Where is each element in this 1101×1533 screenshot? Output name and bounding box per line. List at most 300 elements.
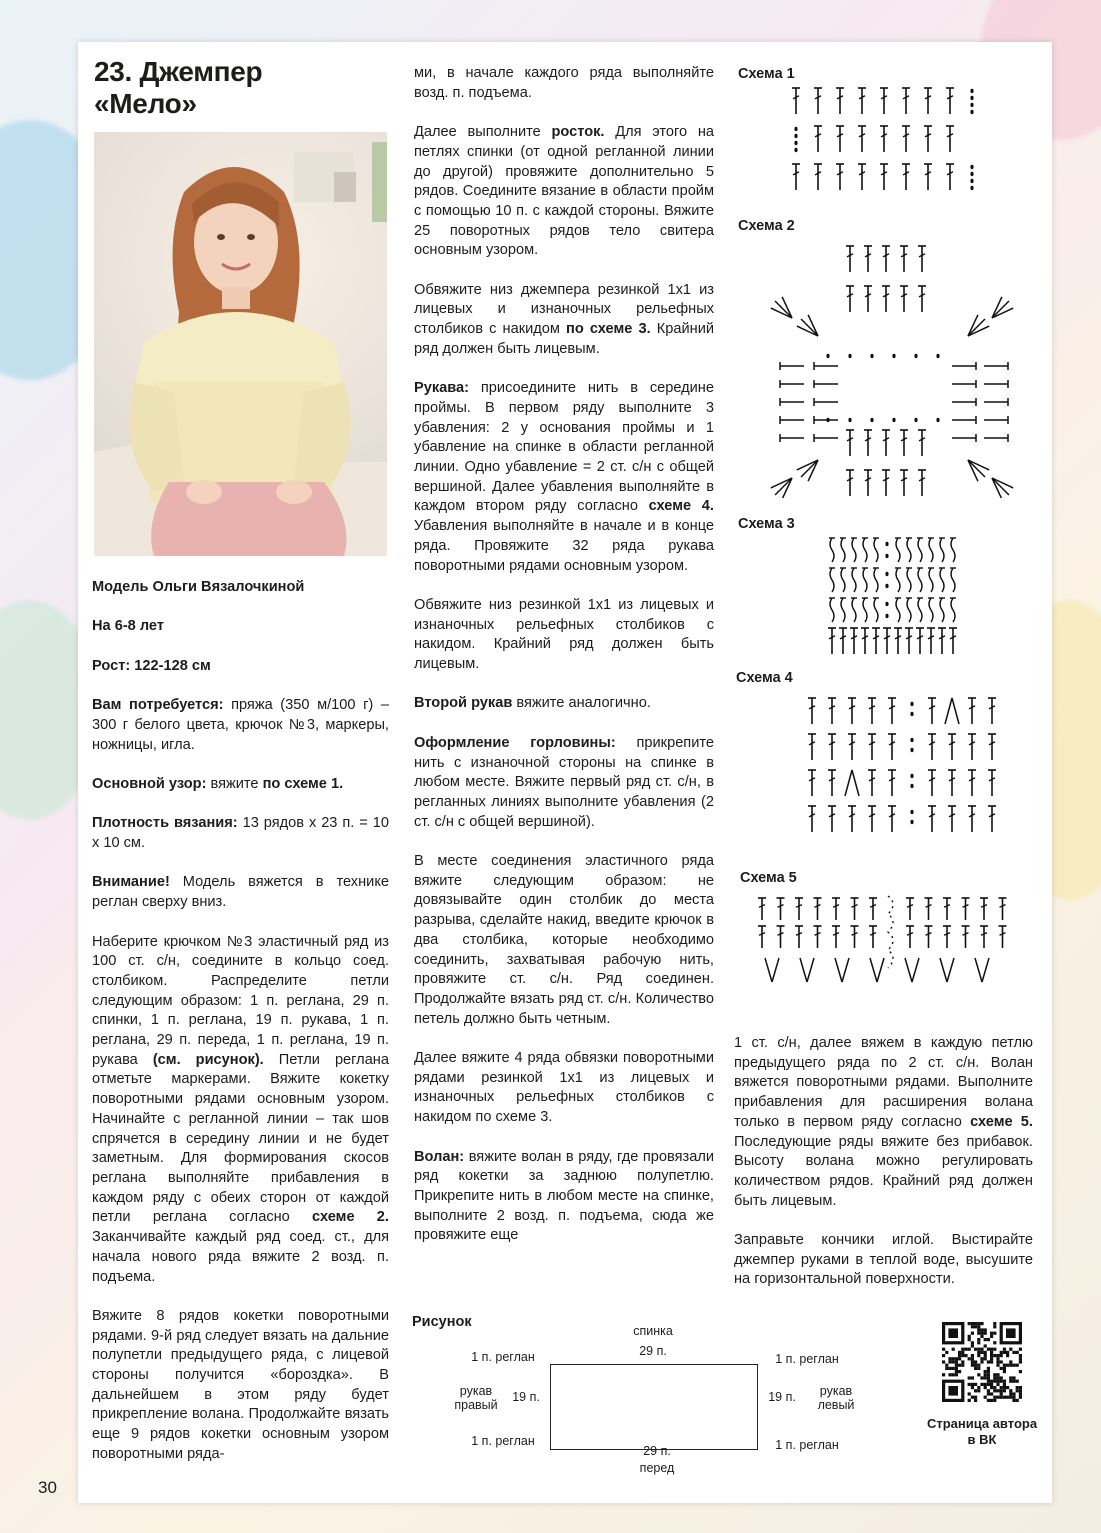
double-crochet-symbol: [999, 898, 1007, 920]
double-crochet-symbol: [925, 926, 933, 948]
double-crochet-symbol: [882, 246, 890, 272]
double-crochet-symbol: [868, 698, 876, 724]
double-crochet-symbol: [848, 806, 856, 832]
relief-stitch-symbol: [829, 568, 835, 592]
increase-symbol: [975, 958, 989, 982]
double-crochet-symbol: [846, 470, 854, 496]
double-crochet-symbol: [962, 926, 970, 948]
relief-stitch-symbol: [851, 538, 857, 562]
scheme-5-diagram: [750, 894, 1014, 990]
increase-symbol: [870, 958, 884, 982]
figure-label-raglan: 1 п. реглан: [775, 1352, 839, 1366]
chain-stitch-symbol: [910, 748, 913, 752]
chain-stitch-symbol: [914, 418, 917, 422]
decrease-symbol: [945, 698, 959, 724]
relief-stitch-symbol: [917, 538, 923, 562]
double-crochet-symbol: [795, 898, 803, 920]
relief-stitch-symbol: [873, 538, 879, 562]
relief-stitch-symbol: [851, 568, 857, 592]
sideways-stitch-symbol: [952, 362, 976, 370]
materials-text: пряжа (350 м/100 г) – 300 г белого цвета, крючок №3, маркеры, ножницы, игла.: [92, 697, 389, 753]
double-crochet-symbol: [868, 770, 876, 796]
chain-stitch-symbol: [970, 179, 973, 183]
relief-stitch-symbol: [840, 598, 846, 622]
figure-label-raglan: 1 п. реглан: [471, 1350, 535, 1364]
chain-stitch-symbol: [910, 712, 913, 716]
figure-label-left-sleeve-count: 19 п.: [768, 1390, 796, 1404]
chain-stitch-symbol: [910, 784, 913, 788]
instruction-paragraph: Заканчивайте каждый ряд соед. ст., для начала нового ряда вяжите 2 возд. п. подъема.: [92, 1229, 389, 1285]
page-number: 30: [38, 1478, 57, 1497]
instruction-paragraph: Обвяжите низ джемпера резинкой 1х1 из лицевых и изнаночных рельефных столбиков с накидом: [414, 281, 714, 338]
instruction-paragraph: Обвяжите низ резинкой 1х1 из лицевых и изнаночных рельефных столбиков с накидом. Крайний ряд должен быть лицевым.: [414, 596, 714, 673]
relief-stitch-symbol: [851, 598, 857, 622]
fan-increase-symbol: [795, 454, 823, 482]
double-crochet-symbol: [900, 246, 908, 272]
double-crochet-symbol: [928, 698, 936, 724]
double-crochet-symbol: [927, 628, 935, 654]
chain-stitch-symbol: [910, 702, 913, 706]
double-crochet-symbol: [988, 806, 996, 832]
double-crochet-symbol: [918, 430, 926, 456]
relief-stitch-symbol: [950, 598, 956, 622]
relief-stitch-symbol: [873, 598, 879, 622]
double-crochet-symbol: [808, 734, 816, 760]
section-label: Рукава:: [414, 380, 470, 397]
double-crochet-symbol: [828, 770, 836, 796]
double-crochet-symbol: [948, 734, 956, 760]
relief-stitch-symbol: [873, 568, 879, 592]
double-crochet-symbol: [882, 430, 890, 456]
double-crochet-symbol: [880, 88, 888, 114]
increase-symbol: [940, 958, 954, 982]
double-crochet-symbol: [777, 898, 785, 920]
double-crochet-symbol: [868, 806, 876, 832]
double-crochet-symbol: [883, 628, 891, 654]
instruction-paragraph: прикрепите нить с изнаночной стороны на спинке в любом месте. Вяжите первый ряд ст. с/н, в регланных линиях выполните убавления (2 ст. с/н с общей вершиной).: [414, 734, 714, 830]
relief-stitch-symbol: [840, 538, 846, 562]
double-crochet-symbol: [894, 628, 902, 654]
chain-stitch-symbol: [870, 418, 873, 422]
sideways-stitch-symbol: [780, 434, 804, 442]
scheme-1-diagram: [786, 86, 982, 198]
figure-label-front: перед: [639, 1461, 675, 1475]
chain-stitch-symbol: [970, 103, 973, 107]
double-crochet-symbol: [918, 286, 926, 312]
double-crochet-symbol: [905, 628, 913, 654]
chain-stitch-symbol: [910, 810, 913, 814]
instruction-paragraph: Заправьте кончики иглой. Выстирайте джемпер руками в теплой воде, высушите на горизонтальной поверхности.: [734, 1232, 1033, 1288]
relief-stitch-symbol: [906, 538, 912, 562]
instruction-paragraph: В месте соединения эластичного ряда вяжите следующим образом: не довязывайте один столбик до места разрыва, сделайте накид, введите крючок в два столбика, которые необходимо соединить, захватывая рабочую нить, провяжите ст. с/н. Ряд соединен. Продолжайте вязать ряд ст. с/н. Количество петель должно быть четным.: [414, 853, 714, 1027]
relief-stitch-symbol: [917, 568, 923, 592]
relief-stitch-symbol: [939, 568, 945, 592]
fan-increase-symbol: [986, 295, 1014, 323]
double-crochet-symbol: [924, 126, 932, 152]
chain-stitch-symbol: [794, 141, 797, 145]
double-crochet-symbol: [999, 926, 1007, 948]
sideways-stitch-symbol: [984, 380, 1008, 388]
double-crochet-symbol: [828, 806, 836, 832]
double-crochet-symbol: [808, 770, 816, 796]
instruction-paragraph: Убавления выполняйте в начале и в конце ряда. Провяжите 32 ряда рукава поворотными рядами основным узором.: [414, 518, 714, 574]
pattern-ref: по схеме 1.: [262, 775, 344, 792]
double-crochet-symbol: [968, 734, 976, 760]
double-crochet-symbol: [846, 430, 854, 456]
double-crochet-symbol: [938, 628, 946, 654]
chain-stitch-symbol: [970, 96, 973, 100]
decrease-symbol: [845, 770, 859, 796]
double-crochet-symbol: [949, 628, 957, 654]
double-crochet-symbol: [902, 164, 910, 190]
fan-increase-symbol: [769, 472, 797, 498]
chain-stitch-symbol: [848, 354, 851, 358]
relief-stitch-symbol: [939, 598, 945, 622]
double-crochet-symbol: [872, 628, 880, 654]
double-crochet-symbol: [918, 246, 926, 272]
double-crochet-symbol: [946, 164, 954, 190]
double-crochet-symbol: [851, 926, 859, 948]
density-label: Плотность вязания:: [92, 815, 238, 832]
text-column-3: [734, 1034, 1033, 1310]
section-label: Второй рукав: [414, 695, 513, 712]
chain-stitch-symbol: [970, 110, 973, 114]
scheme-2-diagram: [762, 238, 1018, 498]
double-crochet-symbol: [777, 926, 785, 948]
double-crochet-symbol: [846, 246, 854, 272]
double-crochet-symbol: [814, 898, 822, 920]
double-crochet-symbol: [918, 470, 926, 496]
double-crochet-symbol: [888, 806, 896, 832]
fan-increase-symbol: [795, 313, 823, 341]
chain-stitch-symbol: [936, 354, 939, 358]
age-info: На 6-8 лет: [92, 618, 165, 635]
chain-stitch-symbol: [885, 614, 888, 618]
chain-stitch-symbol: [870, 354, 873, 358]
chain-stitch-symbol: [794, 127, 797, 131]
double-crochet-symbol: [864, 470, 872, 496]
double-crochet-symbol: [792, 164, 800, 190]
qr-caption: Страница автора в ВК: [926, 1416, 1038, 1447]
text-column-2: [414, 64, 714, 1266]
chain-stitch-symbol: [910, 820, 913, 824]
double-crochet-symbol: [758, 926, 766, 948]
double-crochet-symbol: [836, 88, 844, 114]
scheme-2-title: Схема 2: [738, 218, 795, 234]
chain-stitch-symbol: [794, 134, 797, 138]
double-crochet-symbol: [888, 734, 896, 760]
sideways-stitch-symbol: [780, 380, 804, 388]
double-crochet-symbol: [880, 164, 888, 190]
scheme-3-title: Схема 3: [738, 516, 795, 532]
double-crochet-symbol: [880, 126, 888, 152]
double-crochet-symbol: [839, 628, 847, 654]
text-column-1: [92, 578, 389, 1484]
sideways-stitch-symbol: [814, 416, 838, 424]
attention-text: Модель вяжется в технике реглан сверху вниз.: [92, 874, 389, 911]
sideways-stitch-symbol: [984, 362, 1008, 370]
sideways-stitch-symbol: [814, 362, 838, 370]
chain-stitch-symbol: [914, 354, 917, 358]
double-crochet-symbol: [943, 898, 951, 920]
double-crochet-symbol: [851, 898, 859, 920]
author-credit: Модель Ольги Вязалочкиной: [92, 579, 305, 595]
chain-stitch-symbol: [936, 418, 939, 422]
figure-label-raglan: 1 п. реглан: [775, 1438, 839, 1452]
double-crochet-symbol: [828, 698, 836, 724]
double-crochet-symbol: [832, 926, 840, 948]
double-crochet-symbol: [946, 88, 954, 114]
double-crochet-symbol: [906, 926, 914, 948]
section-label: Оформление горловины:: [414, 734, 616, 751]
figure-reference: (см. рисунок).: [152, 1051, 264, 1068]
double-crochet-symbol: [808, 806, 816, 832]
sideways-stitch-symbol: [780, 362, 804, 370]
double-crochet-symbol: [869, 898, 877, 920]
chain-stitch-symbol: [970, 172, 973, 176]
sideways-stitch-symbol: [952, 416, 976, 424]
double-crochet-symbol: [980, 926, 988, 948]
double-crochet-symbol: [928, 734, 936, 760]
double-crochet-symbol: [925, 898, 933, 920]
chain-stitch-symbol: [970, 186, 973, 190]
double-crochet-symbol: [864, 286, 872, 312]
relief-stitch-symbol: [928, 598, 934, 622]
height-info: Рост: 122-128 см: [92, 657, 211, 674]
figure-label-right-sleeve: рукав правый: [454, 1384, 498, 1412]
scheme-4-title: Схема 4: [736, 670, 793, 686]
scheme-3-diagram: [822, 536, 966, 656]
instruction-paragraph: Вяжите 8 рядов кокетки поворотными рядами. 9-й ряд следует вязать на дальние полупетли предыдущего ряда, с лицевой стороны получится «бороздка». В дальнейшем в этом ряду будет прикрепление волана. Продолжайте вязать еще 9 рядов кокетки основным узором поворотными ряда-: [92, 1307, 389, 1462]
instruction-paragraph: вяжите аналогично.: [516, 695, 651, 712]
section-label: росток.: [551, 124, 605, 141]
increase-symbol: [835, 958, 849, 982]
relief-stitch-symbol: [829, 598, 835, 622]
sideways-stitch-symbol: [952, 398, 976, 406]
figure-label-left-sleeve: рукав левый: [817, 1384, 855, 1412]
double-crochet-symbol: [828, 734, 836, 760]
double-crochet-symbol: [882, 470, 890, 496]
instruction-paragraph: Для этого на петлях спинки (от одной регланной линии до другой) провяжите дополнительно 5 рядов. Соедините вязание в области пройм с помощью 10 п. с каждой стороны. Вяжите 25 поворотных рядов тело свитера основным узором.: [414, 124, 714, 259]
relief-stitch-symbol: [906, 568, 912, 592]
fan-increase-symbol: [769, 295, 797, 323]
chain-stitch-symbol: [885, 572, 888, 576]
sideways-stitch-symbol: [780, 398, 804, 406]
double-crochet-symbol: [980, 898, 988, 920]
instruction-paragraph: Крайний ряд должен быть лицевым.: [414, 321, 715, 357]
double-crochet-symbol: [943, 926, 951, 948]
double-crochet-symbol: [814, 164, 822, 190]
relief-stitch-symbol: [917, 598, 923, 622]
double-crochet-symbol: [846, 286, 854, 312]
sideways-stitch-symbol: [984, 398, 1008, 406]
double-crochet-symbol: [758, 898, 766, 920]
increase-symbol: [765, 958, 779, 982]
double-crochet-symbol: [888, 698, 896, 724]
double-crochet-symbol: [848, 734, 856, 760]
relief-stitch-symbol: [950, 568, 956, 592]
model-photo: [94, 132, 387, 556]
double-crochet-symbol: [924, 164, 932, 190]
instruction-paragraph: Последующие ряды вяжите без прибавок. Высоту волана можно регулировать количеством рядов. Крайний ряд должен быть лицевым.: [734, 1133, 1033, 1209]
figure-raglan-rectangle: [550, 1364, 758, 1450]
scheme-reference: схеме 2.: [312, 1209, 389, 1226]
title-line-1: 23. Джемпер: [94, 56, 263, 87]
chain-stitch-symbol: [826, 354, 829, 358]
chain-stitch-symbol: [892, 418, 895, 422]
figure-title: Рисунок: [412, 1314, 472, 1330]
instruction-paragraph: Петли реглана отметьте маркерами. Вяжите кокетку поворотными рядами основным узором. Начинайте с регланной линии – так шов спрячется в середину линии и не будет заметным. Для формирования скосов реглана выполняйте прибавления в каждом ряду с обеих сторон от каждой петли реглана согласно: [92, 1051, 389, 1226]
double-crochet-symbol: [928, 806, 936, 832]
relief-stitch-symbol: [928, 538, 934, 562]
double-crochet-symbol: [864, 246, 872, 272]
instruction-paragraph: Наберите крючком №3 эластичный ряд из 100 ст. с/н, соедините в кольцо соед. столбиком. Распределите петли следующим образом: 1 п. реглана, 29 п. спинки, 1 п. реглана, 19 п. рукава, 1 п. реглана, 29 п. переда, 1 п. реглана, 19 п. рукава: [92, 933, 389, 1068]
figure-label-right-sleeve-count: 19 п.: [512, 1390, 540, 1404]
sideways-stitch-symbol: [814, 434, 838, 442]
double-crochet-symbol: [832, 898, 840, 920]
double-crochet-symbol: [988, 698, 996, 724]
sideways-stitch-symbol: [952, 380, 976, 388]
sideways-stitch-symbol: [952, 434, 976, 442]
double-crochet-symbol: [900, 430, 908, 456]
figure-label-front-count: 29 п.: [643, 1444, 671, 1458]
double-crochet-symbol: [882, 286, 890, 312]
chain-stitch-symbol: [970, 165, 973, 169]
double-crochet-symbol: [916, 628, 924, 654]
relief-stitch-symbol: [829, 538, 835, 562]
chain-stitch-symbol: [892, 354, 895, 358]
chain-stitch-symbol: [910, 738, 913, 742]
double-crochet-symbol: [988, 734, 996, 760]
attention-label: Внимание!: [92, 874, 170, 891]
double-crochet-symbol: [814, 88, 822, 114]
double-crochet-symbol: [924, 88, 932, 114]
density-text: 13 рядов х 23 п. = 10 х 10 см.: [92, 815, 389, 852]
double-crochet-symbol: [792, 88, 800, 114]
instruction-paragraph: присоедините нить в середине проймы. В первом ряду выполните 3 убавления: 2 у основания проймы и 1 убавление на спинке в области регланной линии. Одно убавление = 2 ст. с/н с общей вершиной. Далее убавления выполняйте в каждом втором ряду согласно: [414, 380, 714, 515]
double-crochet-symbol: [968, 806, 976, 832]
chain-stitch-symbol: [970, 89, 973, 93]
instruction-paragraph: Далее выполните: [414, 124, 541, 141]
increase-symbol: [905, 958, 919, 982]
double-crochet-symbol: [888, 770, 896, 796]
double-crochet-symbol: [864, 430, 872, 456]
instruction-paragraph: 1 ст. с/н, далее вяжем в каждую петлю предыдущего ряда по 2 ст. с/н. Волан вяжется поворотными рядами. Выполните прибавления для расширения волана только в первом ряду согласно: [734, 1035, 1033, 1130]
title-line-2: «Мело»: [94, 88, 197, 119]
relief-stitch-symbol: [939, 538, 945, 562]
chain-stitch-symbol: [910, 774, 913, 778]
increase-symbol: [800, 958, 814, 982]
section-label: Волан:: [414, 1148, 465, 1165]
figure-label-back-count: 29 п.: [639, 1344, 667, 1358]
chain-stitch-symbol: [885, 542, 888, 546]
double-crochet-symbol: [850, 628, 858, 654]
relief-stitch-symbol: [862, 598, 868, 622]
double-crochet-symbol: [836, 126, 844, 152]
double-crochet-symbol: [948, 770, 956, 796]
page-title: [94, 56, 394, 120]
double-crochet-symbol: [968, 770, 976, 796]
double-crochet-symbol: [808, 698, 816, 724]
relief-stitch-symbol: [895, 568, 901, 592]
girl-in-jumper-illustration: [94, 132, 387, 556]
scheme-reference: схеме 4.: [648, 498, 714, 515]
scheme-reference: по схеме 3.: [566, 321, 651, 338]
relief-stitch-symbol: [950, 538, 956, 562]
double-crochet-symbol: [858, 164, 866, 190]
instruction-paragraph: вяжите волан в ряду, где провязали ряд кокетки за заднюю полупетлю. Прикрепите нить в любом месте на спинке, выполните 2 возд. п. подъема, сюда же провяжите еще: [414, 1148, 714, 1244]
double-crochet-symbol: [988, 770, 996, 796]
instruction-paragraph: ми, в начале каждого ряда выполняйте возд. п. подъема.: [414, 65, 714, 101]
chain-stitch-symbol: [794, 148, 797, 152]
double-crochet-symbol: [900, 286, 908, 312]
relief-stitch-symbol: [906, 598, 912, 622]
relief-stitch-symbol: [862, 568, 868, 592]
sideways-stitch-symbol: [780, 416, 804, 424]
magazine-page: [38, 42, 1052, 1503]
double-crochet-symbol: [906, 898, 914, 920]
double-crochet-symbol: [814, 126, 822, 152]
figure-label-back: спинка: [633, 1324, 673, 1338]
figure-label-raglan: 1 п. реглан: [471, 1434, 535, 1448]
relief-stitch-symbol: [928, 568, 934, 592]
double-crochet-symbol: [814, 926, 822, 948]
sideways-stitch-symbol: [814, 398, 838, 406]
double-crochet-symbol: [858, 88, 866, 114]
double-crochet-symbol: [868, 734, 876, 760]
materials-label: Вам потребуется:: [92, 697, 224, 714]
fan-increase-symbol: [986, 472, 1014, 498]
double-crochet-symbol: [946, 126, 954, 152]
instruction-paragraph: Далее вяжите 4 ряда обвязки поворотными рядами резинкой 1х1 из лицевых и изнаночных рельефных столбиков с накидом по схеме 3.: [414, 1050, 714, 1126]
scheme-5-title: Схема 5: [740, 870, 797, 886]
chain-stitch-symbol: [826, 418, 829, 422]
fan-increase-symbol: [962, 313, 990, 341]
double-crochet-symbol: [848, 698, 856, 724]
chain-stitch-symbol: [885, 602, 888, 606]
chain-stitch-symbol: [885, 584, 888, 588]
double-crochet-symbol: [900, 470, 908, 496]
chain-stitch-symbol: [848, 418, 851, 422]
pattern-label: Основной узор:: [92, 775, 207, 792]
scheme-4-diagram: [802, 696, 1008, 838]
relief-stitch-symbol: [840, 568, 846, 592]
double-crochet-symbol: [858, 126, 866, 152]
relief-stitch-symbol: [862, 538, 868, 562]
double-crochet-symbol: [902, 88, 910, 114]
double-crochet-symbol: [968, 698, 976, 724]
double-crochet-symbol: [928, 770, 936, 796]
chain-arc-symbol: [888, 896, 893, 968]
double-crochet-symbol: [828, 628, 836, 654]
sideways-stitch-symbol: [984, 434, 1008, 442]
qr-code-icon[interactable]: [942, 1322, 1022, 1402]
scheme-1-title: Схема 1: [738, 66, 795, 82]
sideways-stitch-symbol: [814, 380, 838, 388]
fan-increase-symbol: [962, 454, 990, 482]
double-crochet-symbol: [836, 164, 844, 190]
double-crochet-symbol: [962, 898, 970, 920]
relief-stitch-symbol: [895, 598, 901, 622]
chain-stitch-symbol: [885, 554, 888, 558]
scheme-reference: схеме 5.: [970, 1113, 1033, 1130]
double-crochet-symbol: [861, 628, 869, 654]
sideways-stitch-symbol: [984, 416, 1008, 424]
double-crochet-symbol: [902, 126, 910, 152]
relief-stitch-symbol: [895, 538, 901, 562]
pattern-text: вяжите: [210, 775, 259, 792]
double-crochet-symbol: [948, 806, 956, 832]
